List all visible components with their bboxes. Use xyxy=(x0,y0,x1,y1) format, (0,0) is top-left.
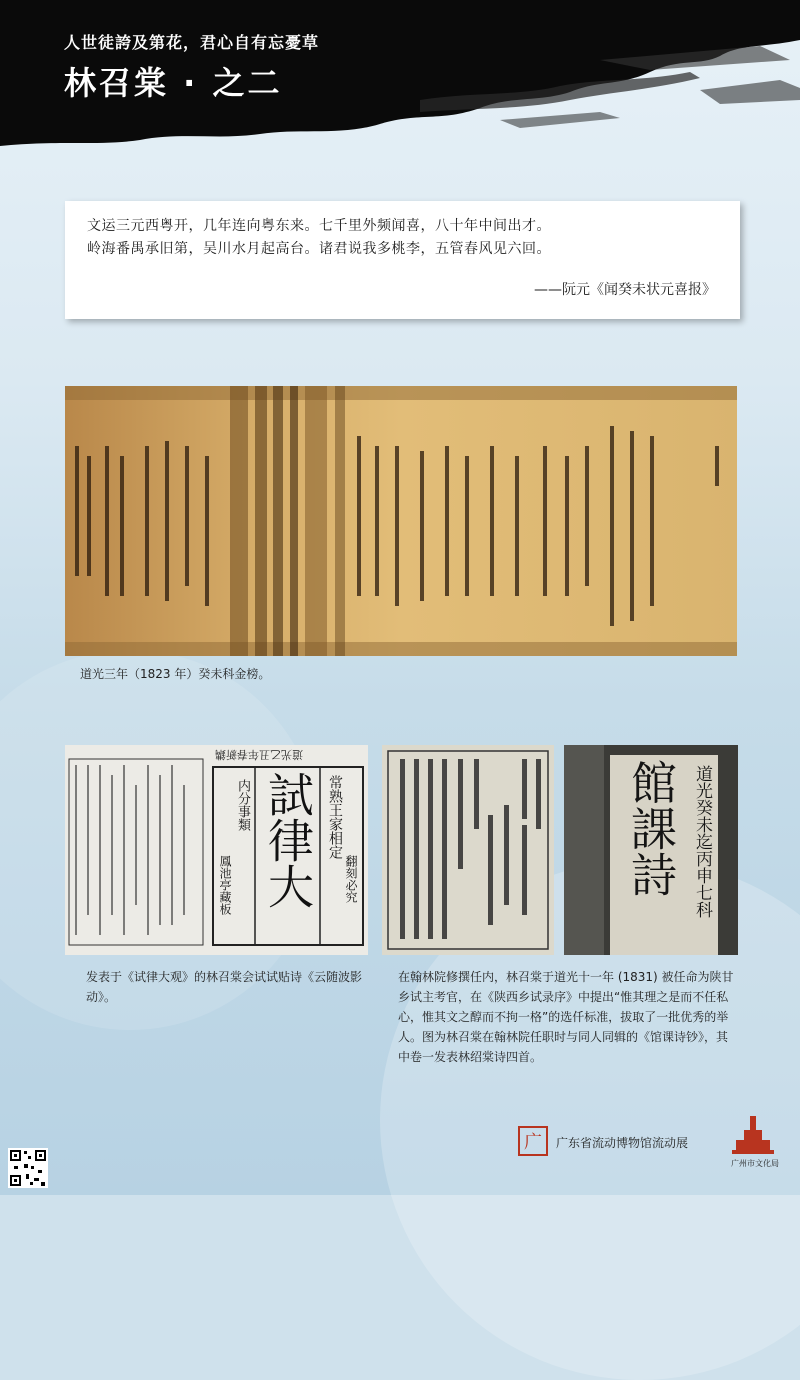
guanke-shichao-caption: 在翰林院修撰任内，林召棠于道光十一年 (1831) 被任命为陕甘乡试主考官，在《陕西乡试录序》中提出“惟其理之是而不任私心，惟其文之醇而不拘一格”的选仟标准，拔取了一批优秀的举人。图为林召棠在翰林院任职时与同人同辑的《馆课诗钞》，其中卷一发表林绍棠诗四首。 xyxy=(398,970,734,1064)
book-top-text: 道光乙丑年春新鐫 xyxy=(215,748,303,761)
svg-text:广: 广 xyxy=(524,1132,542,1153)
book-publisher-column: 鳳池亭藏板 xyxy=(218,855,232,915)
poem-source: ——阮元《闻癸未状元喜报》 xyxy=(534,282,716,298)
museum-exhibition-name: 广东省流动博物馆流动展 xyxy=(556,1136,689,1150)
svg-text:广州市文化局: 广州市文化局 xyxy=(731,1159,779,1168)
poem-line-2: 岭海番禺承旧第，吴川水月起高台。诸君说我多桃李，五管春风见六回。 xyxy=(87,241,551,257)
cover-big-title: 館課詩 xyxy=(624,759,678,897)
header-subtitle: 人世徒誇及第花，君心自有忘憂草 xyxy=(64,33,320,52)
book-category-column: 内分事類 xyxy=(235,779,250,831)
golden-exam-list-caption: 道光三年（1823 年）癸未科金榜。 xyxy=(80,667,271,681)
cover-side-text: 道光癸未迄丙申七科 xyxy=(692,765,712,918)
poem-line-1: 文运三元西粤开，几年连向粤东来。七千里外频闻喜，八十年中间出才。 xyxy=(87,218,551,234)
museum-seal-icon xyxy=(518,1126,548,1156)
culture-bureau-logo-icon xyxy=(722,1112,788,1172)
golden-exam-list-photo xyxy=(65,386,737,656)
qr-code-icon[interactable] xyxy=(8,1148,48,1188)
page-title: 林召棠 · 之二 xyxy=(64,64,283,102)
book-big-title: 試律大 xyxy=(261,771,315,909)
guanke-shichao-cover-photo xyxy=(564,745,738,955)
poem-quote-box xyxy=(65,201,740,319)
printed-poem-page-photo xyxy=(382,745,554,955)
shilu-daguan-title-page-photo xyxy=(65,745,368,955)
book-editor-column: 常熟王家相定 xyxy=(327,775,343,859)
book-copyright-column: 翻刻必究 xyxy=(344,855,358,903)
shilu-daguan-caption: 发表于《试律大观》的林召棠会试试贴诗《云随波影动》。 xyxy=(86,970,363,1004)
